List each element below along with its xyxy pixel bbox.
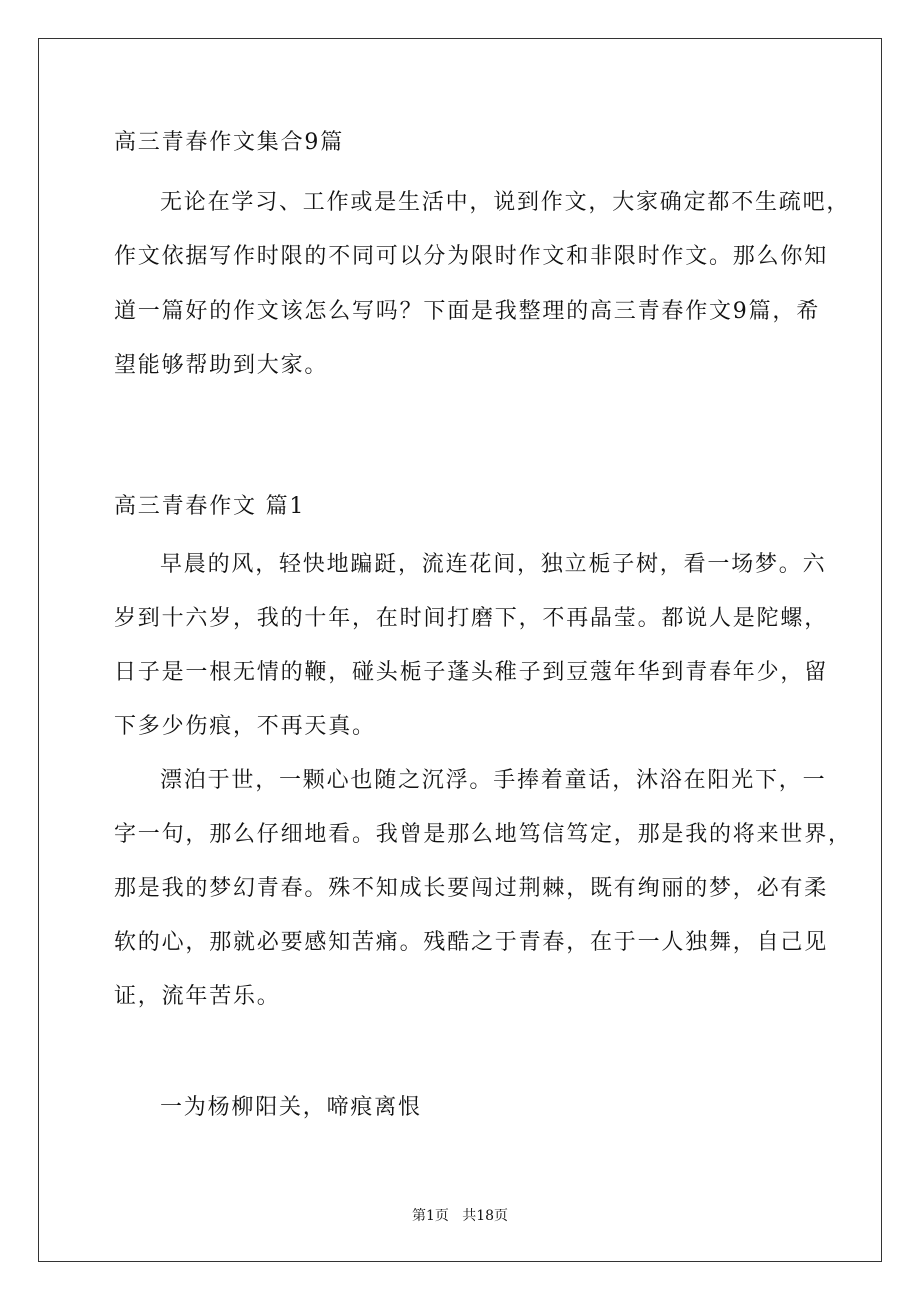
paragraph-line: 岁到十六岁，我的十年，在时间打磨下，不再晶莹。都说人是陀螺，	[114, 606, 829, 631]
intro-line: 道一篇好的作文该怎么写吗？下面是我整理的高三青春作文9篇，希	[114, 299, 820, 324]
paragraph-line: 漂泊于世，一颗心也随之沉浮。手捧着童话，沐浴在阳光下，一	[160, 768, 827, 793]
page-number-footer: 第1页 共18页	[411, 1208, 509, 1224]
paragraph-line: 字一句，那么仔细地看。我曾是那么地笃信笃定，那是我的将来世界，	[114, 822, 852, 847]
paragraph-line: 一为杨柳阳关，啼痕离恨	[160, 1095, 422, 1120]
document-title: 高三青春作文集合9篇	[114, 130, 344, 155]
page-border	[38, 38, 882, 1262]
intro-line: 望能够帮助到大家。	[114, 353, 329, 378]
paragraph-line: 早晨的风，轻快地蹁跹，流连花间，独立栀子树，看一场梦。六	[160, 552, 827, 577]
intro-line: 作文依据写作时限的不同可以分为限时作文和非限时作文。那么你知	[114, 244, 829, 269]
section-heading: 高三青春作文 篇1	[114, 494, 306, 519]
intro-line: 无论在学习、工作或是生活中，说到作文，大家确定都不生疏吧，	[160, 190, 851, 215]
paragraph-line: 那是我的梦幻青春。殊不知成长要闯过荆棘，既有绚丽的梦，必有柔	[114, 876, 829, 901]
paragraph-line: 软的心，那就必要感知苦痛。残酷之于青春，在于一人独舞，自己见	[114, 930, 829, 955]
paragraph-line: 证，流年苦乐。	[114, 984, 281, 1009]
paragraph-line: 日子是一根无情的鞭，碰头栀子蓬头稚子到豆蔻年华到青春年少，留	[114, 660, 829, 685]
paragraph-line: 下多少伤痕，不再天真。	[114, 714, 376, 739]
